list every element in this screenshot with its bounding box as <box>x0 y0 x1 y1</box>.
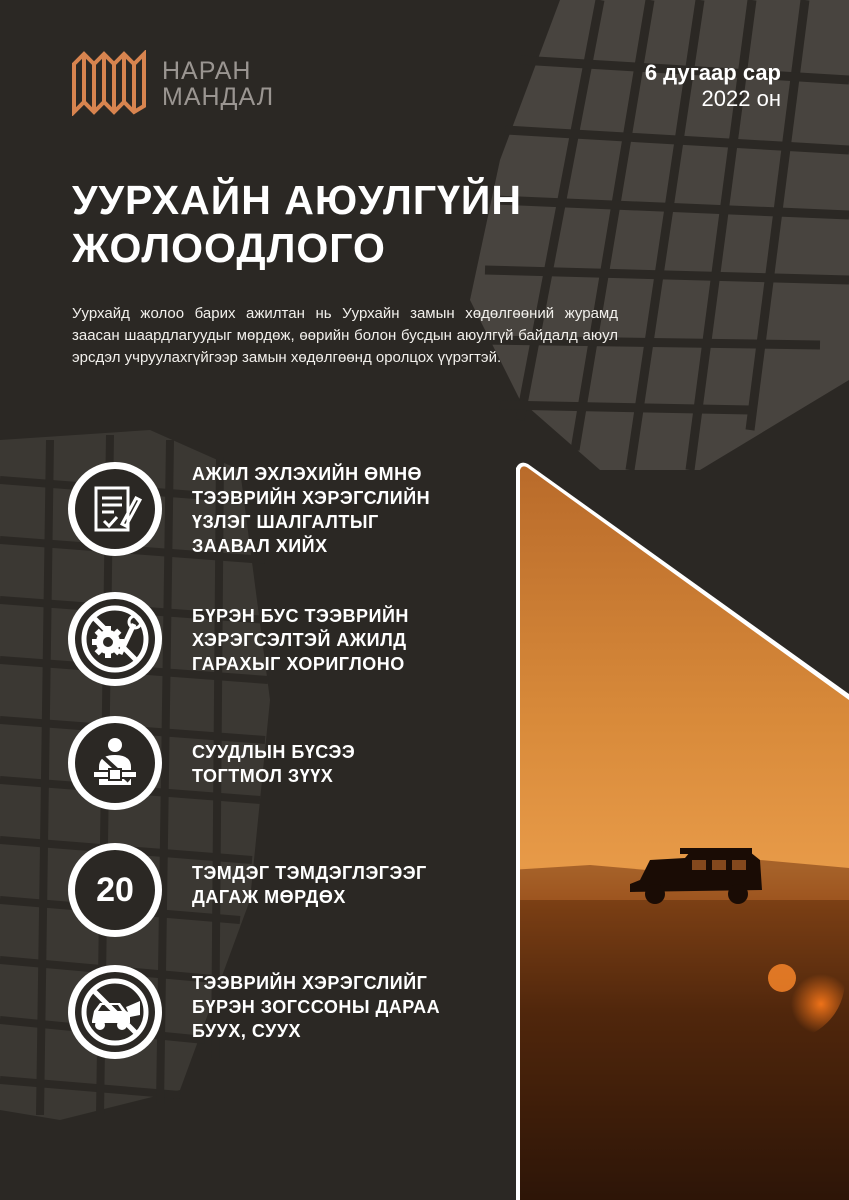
rule-icon-circle-1 <box>68 462 162 556</box>
rule-2-line-2: ХЭРЭГСЭЛТЭЙ АЖИЛД <box>192 630 407 650</box>
rule-2-line-3: ГАРАХЫГ ХОРИГЛОНО <box>192 654 405 674</box>
rule-icon-circle-2 <box>68 592 162 686</box>
date-year: 2022 он <box>701 86 781 111</box>
rule-4-line-1: ТЭМДЭГ ТЭМДЭГЛЭГЭЭГ <box>192 863 427 883</box>
no-open-door-car-icon <box>80 977 150 1047</box>
rule-1-line-4: ЗААВАЛ ХИЙХ <box>192 536 328 556</box>
rule-5-line-3: БУУХ, СУУХ <box>192 1021 302 1041</box>
rule-text-5 <box>192 971 492 1043</box>
sunset-suv-photo <box>510 460 849 1200</box>
rule-1-line-2: ТЭЭВРИЙН ХЭРЭГСЛИЙН <box>192 488 431 508</box>
rule-4-line-2: ДАГАЖ МӨРДӨХ <box>192 887 346 907</box>
rule-5-line-2: БҮРЭН ЗОГССОНЫ ДАРАА <box>192 997 441 1017</box>
rule-text-2 <box>192 604 492 676</box>
rule-3-line-2: ТОГТМОЛ ЗҮҮХ <box>192 766 334 786</box>
rule-icon-circle-4 <box>68 843 162 937</box>
brand-name-line1: НАРАН <box>162 57 252 85</box>
rule-text-3 <box>192 740 492 788</box>
brand-logo <box>70 50 290 120</box>
no-repair-tools-icon <box>80 604 150 674</box>
rule-3-line-1: СУУДЛЫН БҮСЭЭ <box>192 742 356 762</box>
rule-2-line-1: БҮРЭН БУС ТЭЭВРИЙН <box>192 606 409 626</box>
checklist-icon <box>86 480 144 538</box>
rule-icon-circle-5 <box>68 965 162 1059</box>
title-line1: УУРХАЙН АЮУЛГҮЙН <box>72 177 522 223</box>
intro-paragraph: Уурхайд жолоо барих ажилтан нь Уурхайн замын хөдөлгөөний журамд заасан шаардлагуудыг мөрдөж, өөрийн болон бусдын аюулгүй байдалд аюул эрсдэл учруулахгүйгээр замын хөдөлгөөнд оролцох үүрэгтэй. <box>72 305 618 366</box>
brand-name <box>162 58 274 110</box>
logo-mark-icon <box>70 50 150 116</box>
rule-1-line-3: ҮЗЛЭГ ШАЛГАЛТЫГ <box>192 512 379 532</box>
rule-text-4 <box>192 861 492 909</box>
date-month: 6 дугаар сар <box>644 60 781 85</box>
brand-name-line2: МАНДАЛ <box>162 83 275 111</box>
page-title <box>72 176 692 272</box>
rule-5-line-1: ТЭЭВРИЙН ХЭРЭГСЛИЙГ <box>192 973 428 993</box>
rule-text-1 <box>192 462 492 558</box>
rule-icon-circle-3 <box>68 716 162 810</box>
date-block <box>645 60 781 112</box>
rule-1-line-1: АЖИЛ ЭХЛЭХИЙН ӨМНӨ <box>192 464 423 484</box>
speed-limit-icon: 20 <box>96 870 134 909</box>
seatbelt-icon <box>85 733 145 793</box>
title-line2: ЖОЛООДЛОГО <box>72 225 386 271</box>
